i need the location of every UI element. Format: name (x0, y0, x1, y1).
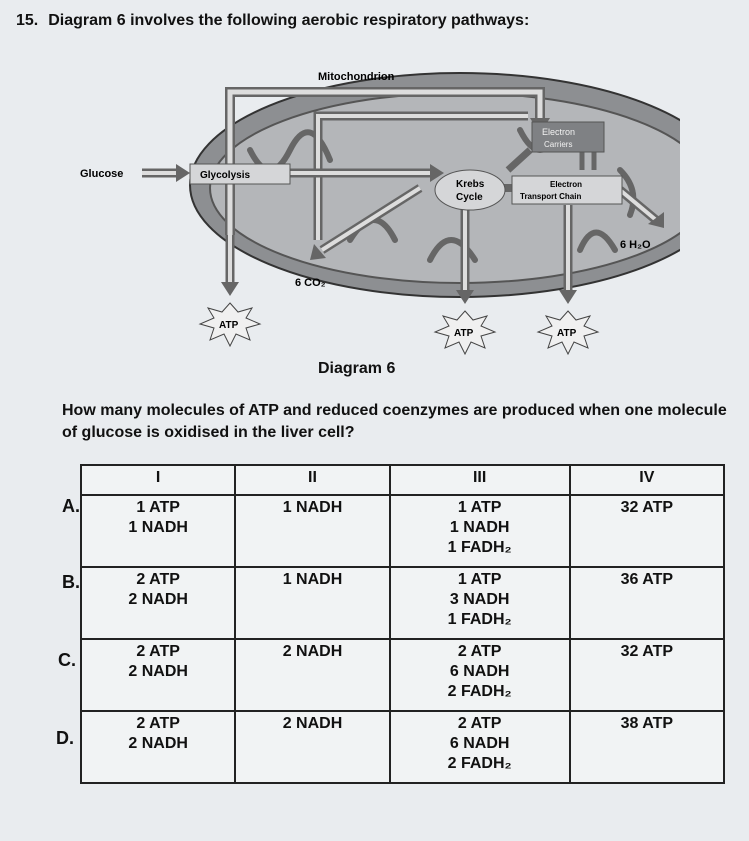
cell-d-iii (390, 711, 570, 783)
cell-line: 2 ATP (457, 715, 502, 732)
option-letter-a[interactable]: A. (62, 496, 80, 516)
option-letter-d[interactable]: D. (56, 728, 74, 748)
cell-line: 6 NADH (449, 735, 510, 752)
cell-line: 1 NADH (449, 519, 510, 536)
cell-c-ii (235, 639, 389, 711)
label-atp-3: ATP (557, 328, 577, 339)
cell-line: 2 ATP (136, 571, 180, 588)
cell-line: 1 NADH (282, 571, 343, 588)
cell-b-iv (570, 567, 724, 639)
header-iii: III (390, 465, 570, 495)
cell-a-iii (390, 495, 570, 567)
diagram-caption: Diagram 6 (318, 360, 396, 377)
cell-d-iv (570, 711, 724, 783)
cell-line: 2 NADH (128, 663, 188, 680)
cell-line: 1 NADH (128, 519, 188, 536)
answer-table (80, 464, 725, 784)
header-ii: II (235, 465, 389, 495)
label-etc-2: Transport Chain (520, 192, 582, 201)
cell-line: 1 NADH (282, 499, 343, 516)
cell-c-iv (570, 639, 724, 711)
cell-line: 2 ATP (136, 715, 180, 732)
cell-c-i (81, 639, 235, 711)
cell-d-i (81, 711, 235, 783)
cell-line: 1 ATP (457, 499, 502, 516)
cell-b-i (81, 567, 235, 639)
cell-line: 2 NADH (282, 643, 343, 660)
cell-line: 2 NADH (128, 735, 188, 752)
table-header-row (81, 465, 724, 495)
krebs-cycle-oval (435, 170, 505, 210)
label-electron-carriers-1: Electron (542, 127, 576, 137)
option-letter-c[interactable]: C. (58, 650, 76, 670)
cell-line: 2 FADH₂ (447, 683, 512, 700)
label-glycolysis: Glycolysis (200, 170, 251, 181)
cell-line: 2 NADH (282, 715, 343, 732)
question-number: 15. (16, 12, 39, 29)
cell-a-i (81, 495, 235, 567)
label-cycle: Cycle (456, 192, 483, 203)
question-header (16, 12, 529, 30)
cell-b-ii (235, 567, 389, 639)
table-row-d[interactable] (81, 711, 724, 783)
label-electron-carriers-2: Carriers (544, 140, 573, 149)
cell-d-ii (235, 711, 389, 783)
table-row-c[interactable] (81, 639, 724, 711)
header-iv: IV (570, 465, 724, 495)
cell-line: 38 ATP (620, 715, 674, 732)
question-prompt: How many molecules of ATP and reduced coenzymes are produced when one molecule of glucose is oxidised in the liver cell? (62, 402, 727, 441)
cell-line: 6 NADH (449, 663, 510, 680)
cell-a-ii (235, 495, 389, 567)
label-etc-1: Electron (550, 180, 583, 189)
label-co2: 6 CO₂ (295, 277, 326, 289)
cell-line: 1 ATP (136, 499, 180, 516)
cell-a-iv (570, 495, 724, 567)
cell-line: 32 ATP (620, 643, 674, 660)
cell-line: 2 ATP (457, 643, 502, 660)
header-i: I (81, 465, 235, 495)
question-intro: Diagram 6 involves the following aerobic respiratory pathways: (48, 12, 530, 29)
label-krebs: Krebs (456, 179, 485, 190)
cell-line: 32 ATP (620, 499, 674, 516)
cell-line: 2 NADH (128, 591, 188, 608)
label-glucose: Glucose (80, 168, 124, 180)
label-atp-1: ATP (219, 320, 239, 331)
cell-line: 3 NADH (449, 591, 510, 608)
respiration-diagram (60, 60, 680, 360)
cell-line: 36 ATP (620, 571, 674, 588)
label-mitochondrion: Mitochondrion (318, 71, 395, 83)
cell-line: 1 ATP (457, 571, 502, 588)
option-letter-b[interactable]: B. (62, 572, 80, 592)
cell-line: 2 FADH₂ (447, 755, 512, 772)
table-row-a[interactable] (81, 495, 724, 567)
cell-line: 1 FADH₂ (447, 539, 512, 556)
label-atp-2: ATP (454, 328, 474, 339)
label-water: 6 H₂O (620, 239, 651, 251)
cell-b-iii (390, 567, 570, 639)
table-row-b[interactable] (81, 567, 724, 639)
cell-line: 2 ATP (136, 643, 180, 660)
cell-c-iii (390, 639, 570, 711)
cell-line: 1 FADH₂ (447, 611, 512, 628)
